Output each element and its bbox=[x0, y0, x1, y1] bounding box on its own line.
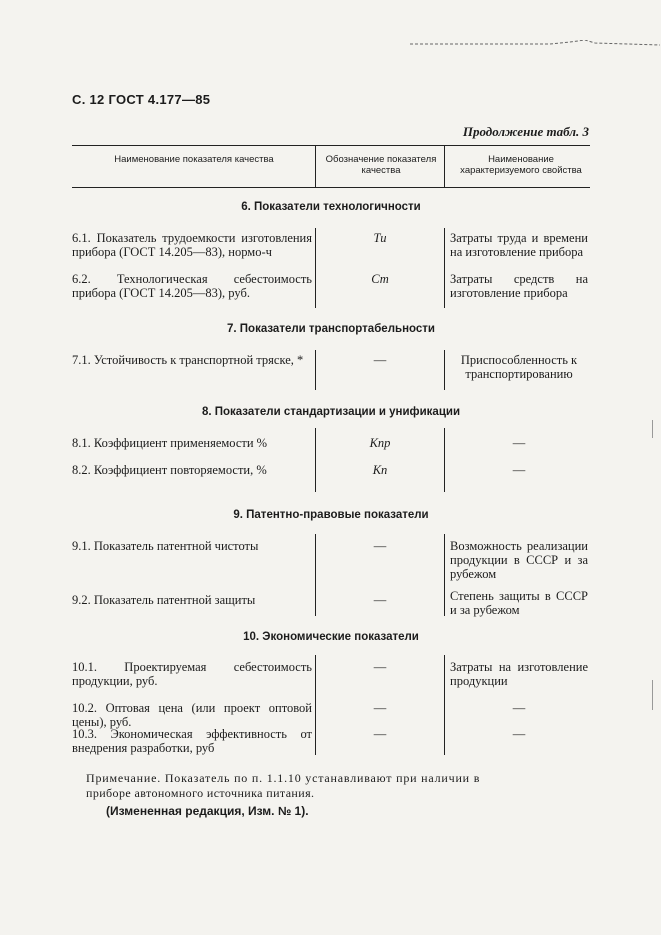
table-row-property: Затраты на изготовление продукции bbox=[450, 660, 588, 688]
scan-artifact bbox=[410, 40, 660, 46]
table-row-name: 6.2. Технологическая себестоимость прибора (ГОСТ 14.205—83), руб. bbox=[72, 272, 312, 300]
table-row-property: Степень защиты в СССР и за рубежом bbox=[450, 589, 588, 617]
table-row-name: 9.1. Показатель патентной чистоты bbox=[72, 539, 259, 553]
table-row-name: 10.2. Оптовая цена (или проект оптовой цены), руб. bbox=[72, 701, 312, 729]
column-divider bbox=[315, 350, 316, 390]
table-row-symbol: Кп bbox=[372, 463, 388, 477]
table-row-property: — bbox=[512, 436, 526, 450]
table-top-rule bbox=[72, 145, 590, 146]
table-row-symbol: Кпр bbox=[369, 436, 391, 450]
table-row-name: 8.2. Коэффициент повторяемости, % bbox=[72, 463, 267, 477]
table-row-symbol: Ст bbox=[371, 272, 389, 286]
table-row-property: Затраты средств на изготовление прибора bbox=[450, 272, 588, 300]
section-title: 8. Показатели стандартизации и унификации bbox=[201, 406, 461, 418]
table-row-symbol: — bbox=[373, 701, 387, 715]
revision-note: (Измененная редакция, Изм. № 1). bbox=[106, 804, 309, 818]
table-row-name: 10.1. Проектируемая себестоимость продукции, руб. bbox=[72, 660, 312, 688]
column-header-symbol: Обозначение показателя качества bbox=[325, 154, 437, 176]
section-title: 7. Показатели транспортабельности bbox=[227, 323, 435, 335]
table-row-property: — bbox=[512, 701, 526, 715]
header-divider bbox=[315, 145, 316, 187]
section-title: 6. Показатели технологичности bbox=[241, 201, 421, 213]
table-row-property: — bbox=[512, 727, 526, 741]
column-divider bbox=[444, 534, 445, 616]
table-row-symbol: — bbox=[373, 353, 387, 367]
table-row-symbol: — bbox=[373, 660, 387, 674]
table-row-property: Затраты труда и времени на изготовление прибора bbox=[450, 231, 588, 259]
page-header: С. 12 ГОСТ 4.177—85 bbox=[72, 92, 211, 107]
table-row-name: 7.1. Устойчивость к транспортной тряске, * bbox=[72, 353, 304, 367]
table-row-symbol: — bbox=[373, 727, 387, 741]
column-divider bbox=[315, 534, 316, 616]
table-row-symbol: Ти bbox=[373, 231, 387, 245]
column-divider bbox=[315, 228, 316, 308]
table-row-property: Возможность реализации продукции в СССР и за рубежом bbox=[450, 539, 588, 581]
section-title: 9. Патентно-правовые показатели bbox=[233, 509, 429, 521]
table-row-name: 9.2. Показатель патентной защиты bbox=[72, 593, 256, 607]
table-continuation-label: Продолжение табл. 3 bbox=[462, 124, 589, 139]
table-row-name: 8.1. Коэффициент применяемости % bbox=[72, 436, 268, 450]
column-divider bbox=[315, 428, 316, 492]
table-row-property: Приспособленность к транспортированию bbox=[460, 353, 578, 381]
column-divider bbox=[444, 428, 445, 492]
table-row-symbol: — bbox=[373, 593, 387, 607]
note-line: приборе автономного источника питания. bbox=[86, 786, 315, 800]
column-divider bbox=[444, 350, 445, 390]
note-line: Примечание. Показатель по п. 1.1.10 устанавливают при наличии в bbox=[86, 771, 481, 785]
table-row-symbol: — bbox=[373, 539, 387, 553]
table-row-name: 10.3. Экономическая эффективность от внедрения разработки, руб bbox=[72, 727, 312, 755]
header-divider bbox=[444, 145, 445, 187]
column-divider bbox=[444, 228, 445, 308]
column-header-name: Наименование показателя качества bbox=[114, 154, 274, 165]
scan-mark bbox=[652, 420, 653, 438]
table-header-rule bbox=[72, 187, 590, 188]
column-header-property: Наименование характеризуемого свойства bbox=[460, 154, 582, 176]
column-divider bbox=[315, 655, 316, 755]
section-title: 10. Экономические показатели bbox=[243, 631, 419, 643]
scan-mark bbox=[652, 680, 653, 710]
table-row-name: 6.1. Показатель трудоемкости изготовления прибора (ГОСТ 14.205—83), нормо-ч bbox=[72, 231, 312, 259]
table-row-property: — bbox=[512, 463, 526, 477]
column-divider bbox=[444, 655, 445, 755]
